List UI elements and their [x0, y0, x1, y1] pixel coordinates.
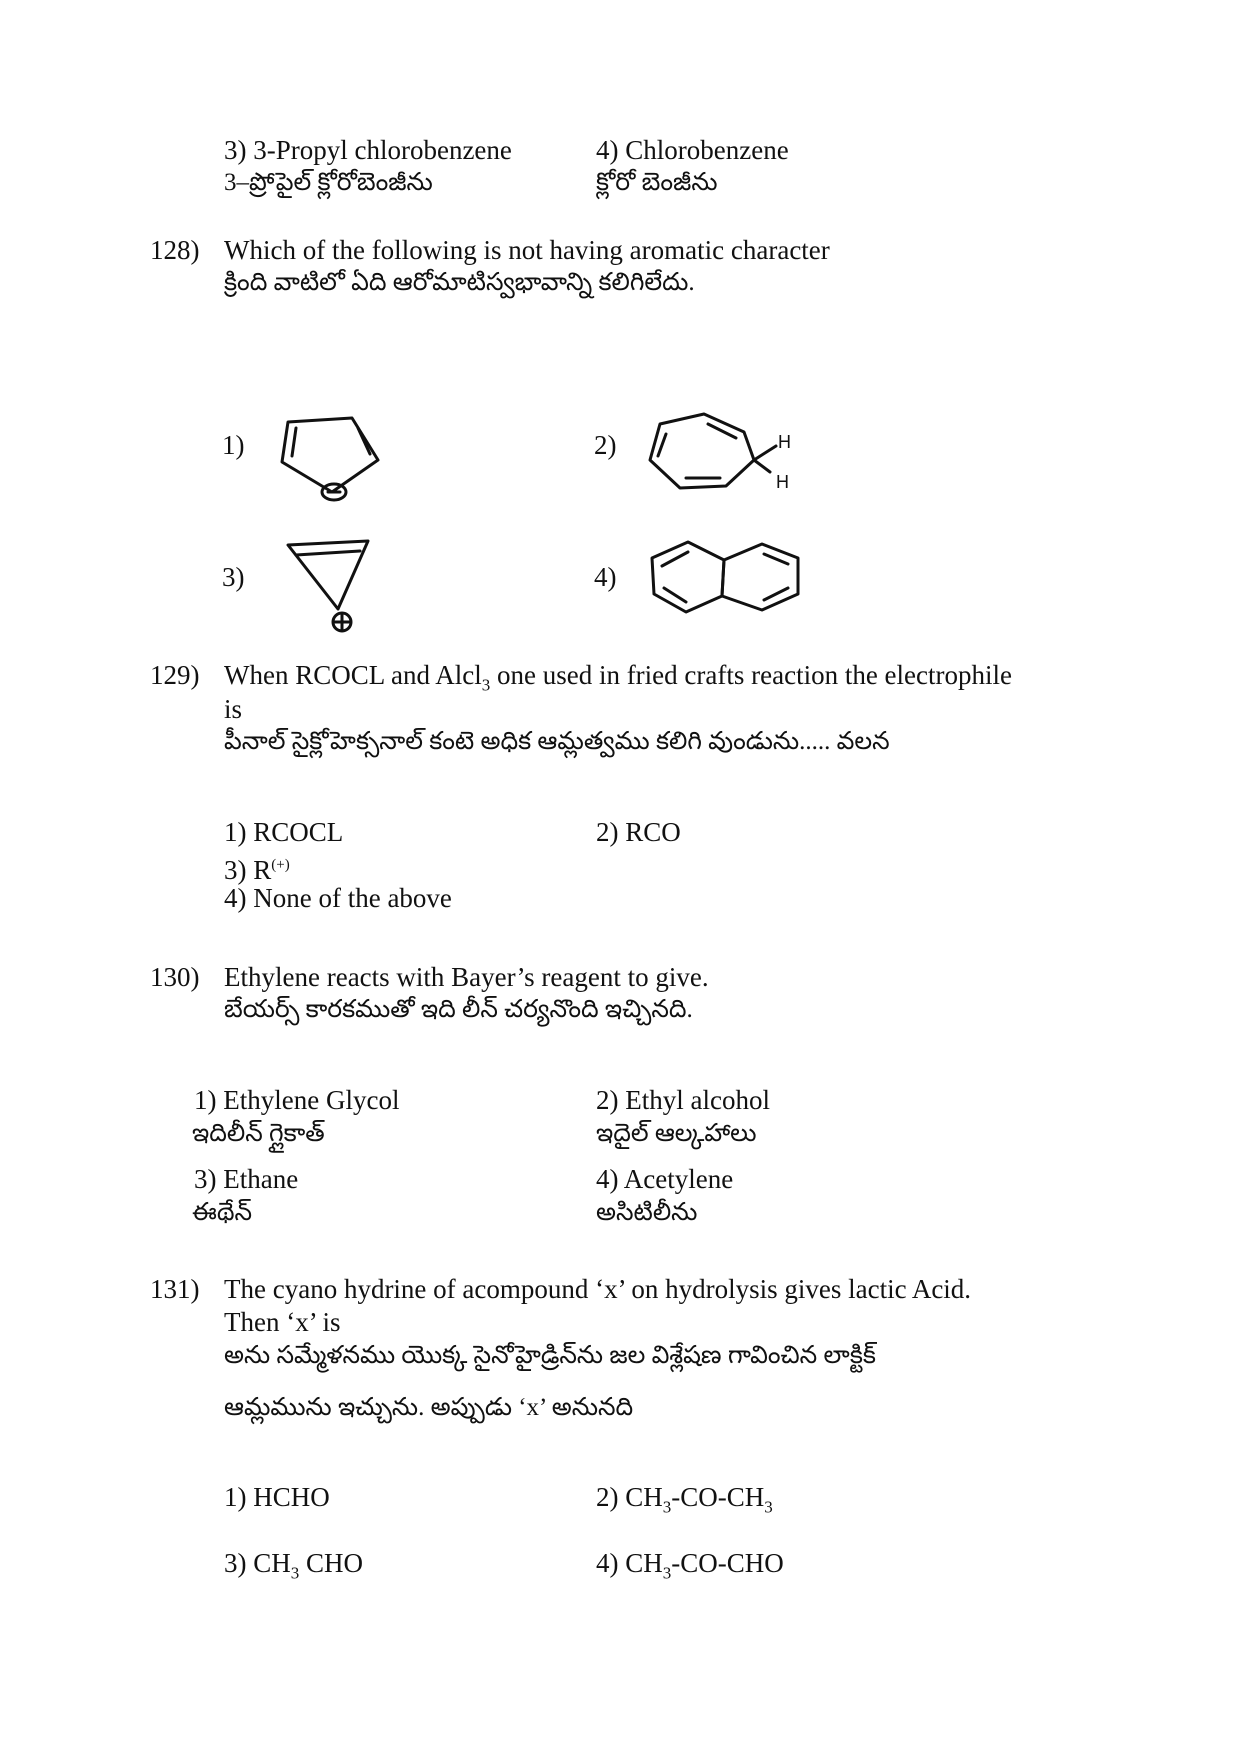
q129-question-telugu: పీనాల్ సైక్లోహెక్సనాల్ కంటె అధిక ఆమ్లత్వము కలిగి వుండును..... వలన	[224, 728, 890, 755]
q131-question-telugu: అను సమ్మేళనము యొక్క సైనోహైడ్రిన్‌ను జల విశ్లేషణ గావించిన లాక్టిక్	[224, 1342, 876, 1369]
q129-option-4: 4) None of the above	[224, 883, 452, 913]
q130-option-1-telugu: ఇదిలీన్ గ్లైకాత్	[192, 1120, 325, 1147]
q127-option-3: 3) 3-Propyl chlorobenzene	[224, 135, 512, 165]
q128-option-2-structure	[646, 412, 806, 502]
q129-number: 129)	[150, 660, 200, 690]
q130-option-4: 4) Acetylene	[596, 1164, 734, 1194]
q128-question-telugu: క్రింది వాటిలో ఏది ఆరోమాటిస్వభావాన్ని కలిగిలేదు.	[224, 269, 695, 296]
q130-option-1: 1) Ethylene Glycol	[194, 1085, 400, 1115]
q131-option-4: 4) $CH_3-CO$-CHO	[596, 1548, 784, 1583]
q131-question-cont: Then ‘x’ is	[224, 1307, 341, 1337]
q131-option-2: 2) $CH_3-CO-CH_3$	[596, 1482, 773, 1517]
q128-option-2-label: 2)	[594, 430, 617, 460]
q130-option-3-telugu: ఈథేన్	[192, 1199, 253, 1226]
q127-option-4: 4) Chlorobenzene	[596, 135, 789, 165]
q131-option-3: 3) $CH_3$ CHO	[224, 1548, 364, 1583]
q129-option-3: 3) R(+)	[224, 855, 290, 885]
q130-option-3: 3) Ethane	[194, 1164, 299, 1194]
q128-option-2-h-bottom: H	[776, 472, 789, 492]
q128-option-4-label: 4)	[594, 562, 617, 592]
q127-option-4-telugu: క్లోరో బెంజీను	[596, 169, 718, 196]
q127-option-3-telugu: 3–ప్రోపైల్ క్లోరోబెంజీను	[224, 169, 433, 196]
q131-question-telugu-cont: ఆమ్లమును ఇచ్చును. అప్పుడు ‘x’ అనునది	[224, 1394, 634, 1421]
q128-option-1-structure	[278, 410, 398, 510]
q130-option-2-telugu: ఇదైల్ ఆల్కహాలు	[596, 1120, 757, 1147]
q131-number: 131)	[150, 1274, 200, 1304]
q131-question: The cyano hydrine of acompound ‘x’ on hydrolysis gives lactic Acid.	[224, 1274, 972, 1304]
q129-question-cont: is	[224, 694, 243, 724]
q130-option-4-telugu: అసిటిలీను	[596, 1199, 698, 1226]
q129-option-2: 2) RCO	[596, 817, 681, 847]
q128-option-3-label: 3)	[222, 562, 245, 592]
q130-question-telugu: బేయర్స్ కారకముతో ఇది లీన్ చర్యనొంది ఇచ్చినది.	[224, 996, 693, 1023]
q128-number: 128)	[150, 235, 200, 265]
q129-question: When RCOCL and Alcl$_3$ one used in fried crafts reaction the electrophile	[224, 660, 1012, 695]
q131-option-1: 1) HCHO	[224, 1482, 330, 1512]
q130-option-2: 2) Ethyl alcohol	[596, 1085, 770, 1115]
q128-option-3-structure	[284, 537, 384, 632]
q128-option-1-label: 1)	[222, 430, 245, 460]
q129-option-1: 1) RCOCL	[224, 817, 344, 847]
q128-question: Which of the following is not having aromatic character	[224, 235, 830, 265]
q130-number: 130)	[150, 962, 200, 992]
q130-question: Ethylene reacts with Bayer’s reagent to give.	[224, 962, 709, 992]
q128-option-2-h-top: H	[778, 432, 791, 452]
q128-option-4-structure	[648, 538, 808, 618]
